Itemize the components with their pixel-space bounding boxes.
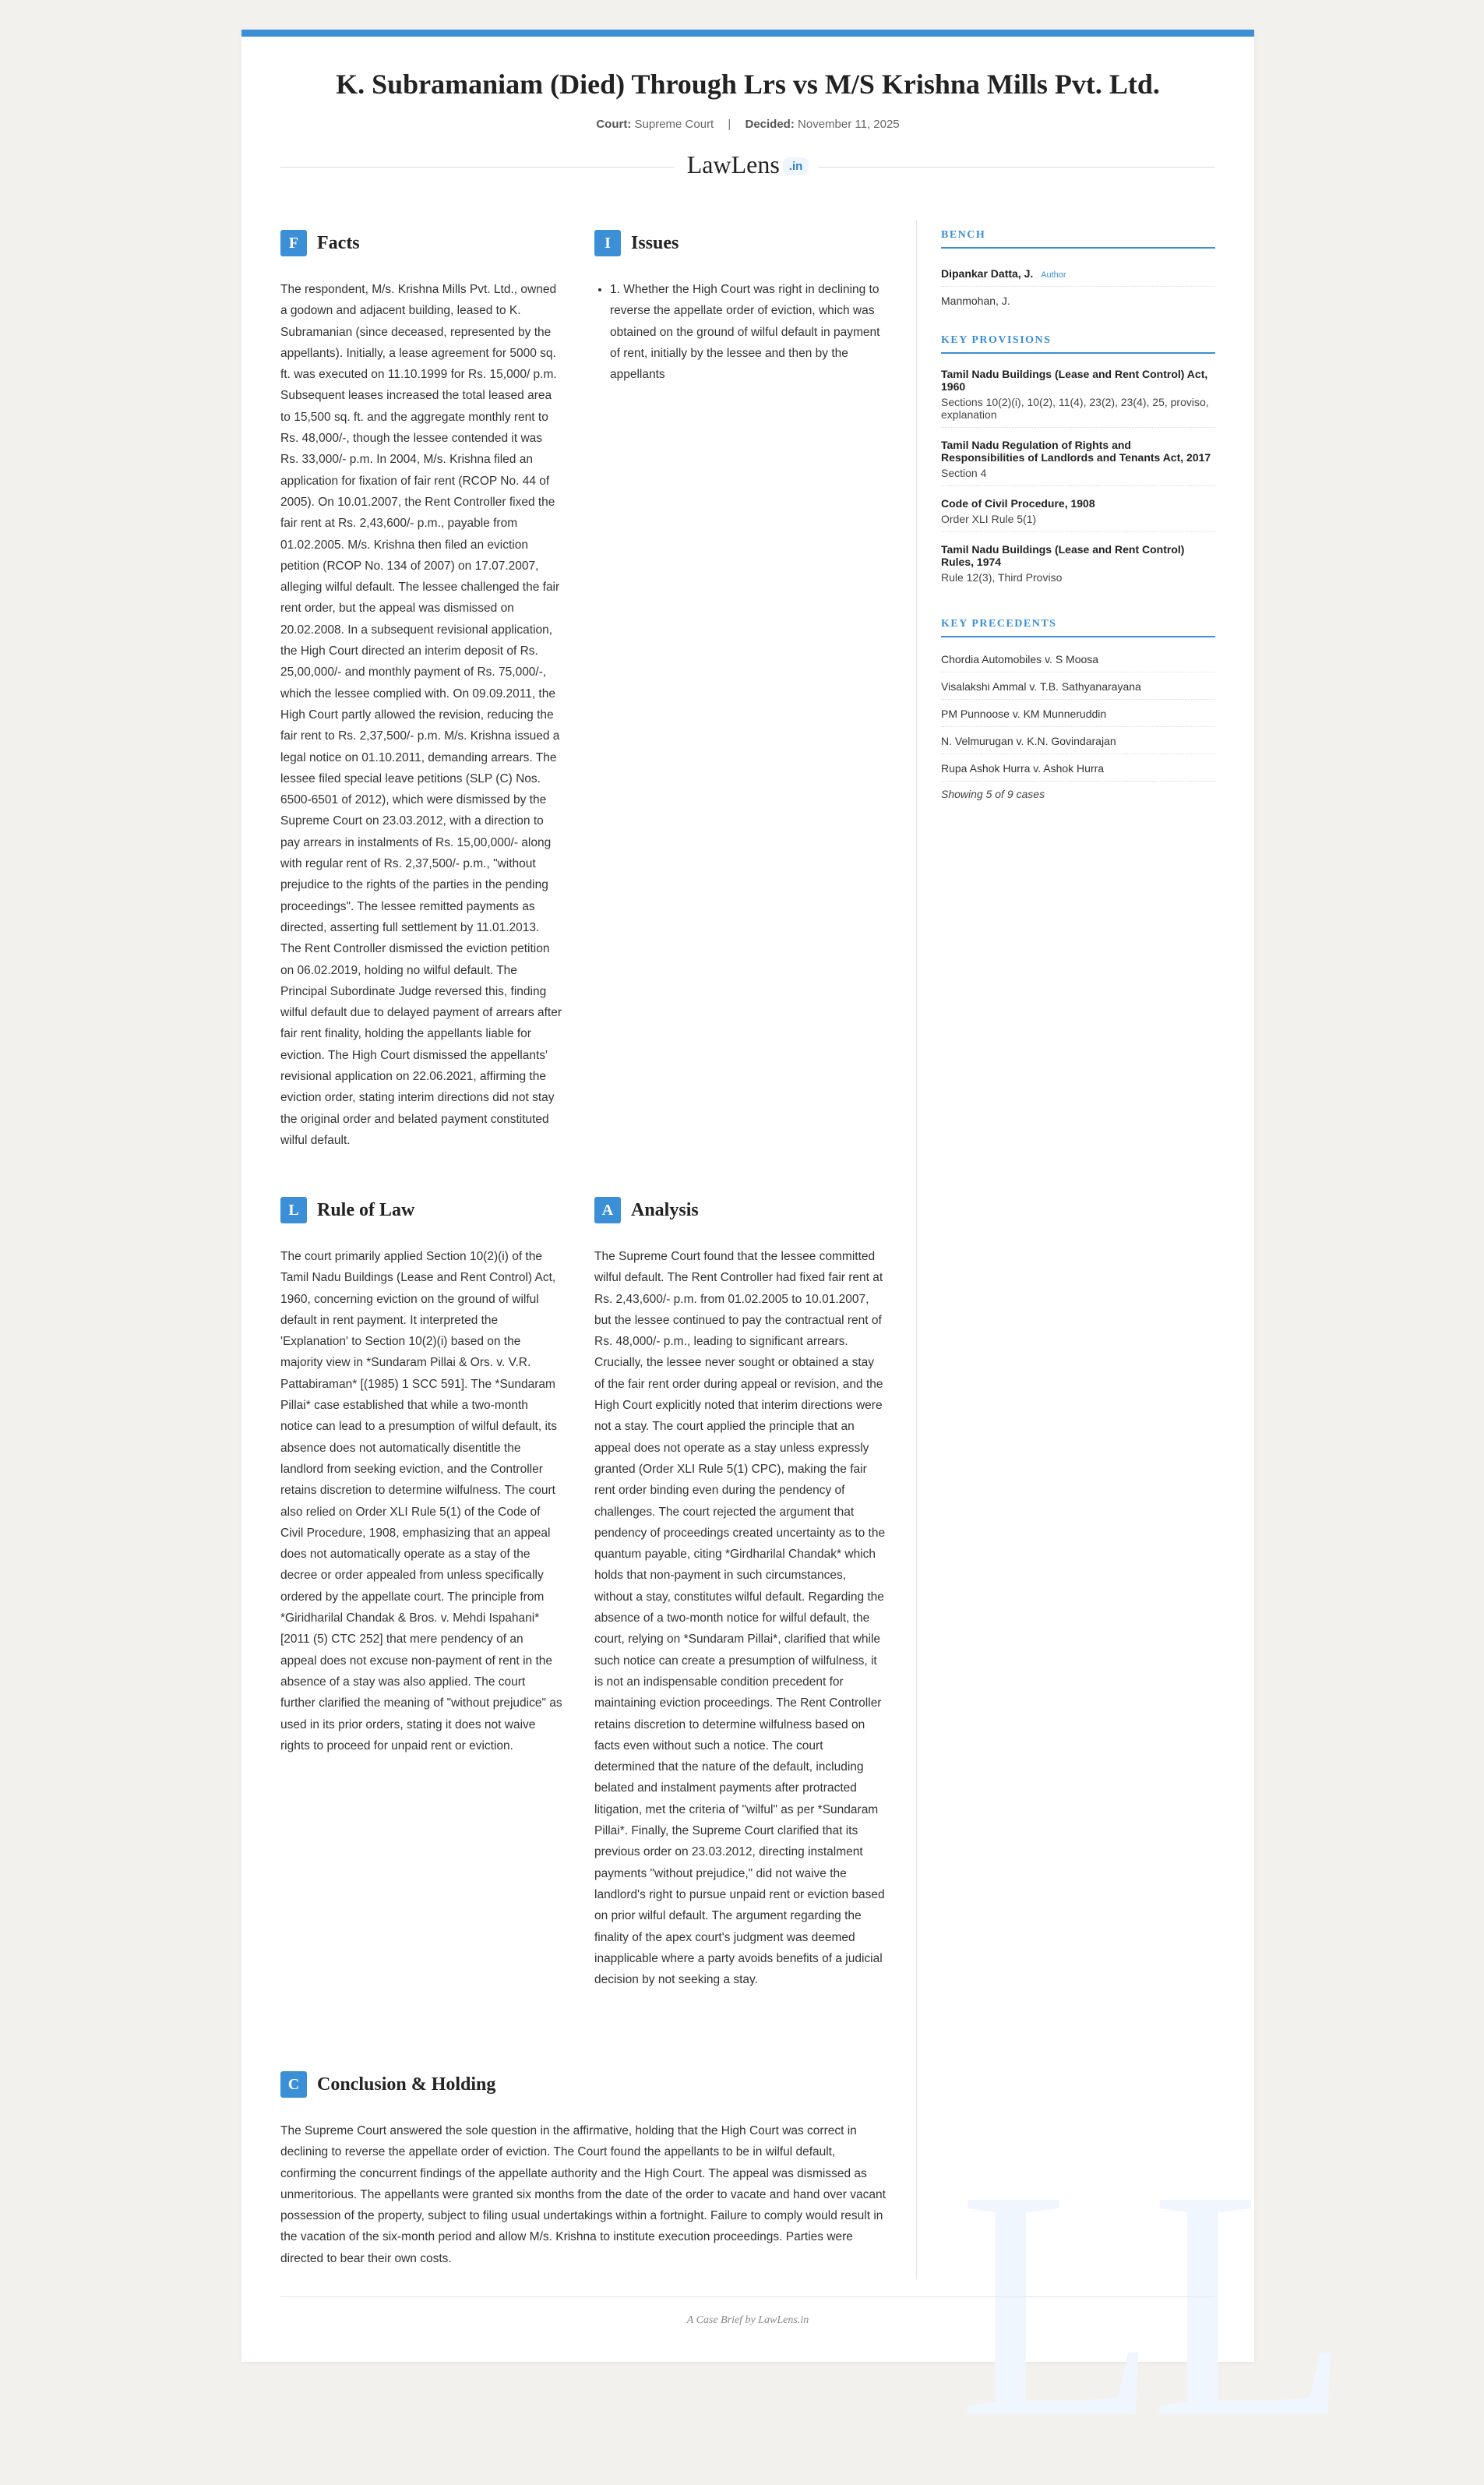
issue-item: • 1. Whether the High Court was right in declining to reverse the appellate order of eviction, which was obtained on the ground of wilful default in payment of rent, initially by the lessee and then by the appellants: [610, 279, 887, 385]
precedent-item[interactable]: PM Punnoose v. KM Munneruddin: [941, 700, 1215, 727]
brand-logo[interactable]: [280, 150, 1215, 179]
decided-label: Decided:: [745, 118, 795, 131]
judge-name: Dipankar Datta, J.: [941, 267, 1034, 280]
bench-list: [941, 259, 1215, 313]
issues-letter-icon: I: [594, 230, 621, 256]
provision-sections: Section 4: [941, 467, 987, 479]
conclusion-body: The Supreme Court answered the sole question in the affirmative, holding that the High Court was correct in declining to reverse the appellate order of eviction. The Court found the appellants to be in wilful default, confirming the concurrent findings of the appellate authority and the High Court. The appeal was dismissed as unmeritorious. The appellants were granted six months from the date of the order to vacate and hand over vacant possession of the property, subject to filing usual undertakings within a fortnight. Failure to comply would result in the vacation of the six-month period and allow M/s. Krishna to institute execution proceedings. Parties were directed to bear their own costs.: [280, 2124, 886, 2265]
facts-letter-icon: F: [280, 230, 307, 256]
analysis-letter-icon: A: [594, 1197, 621, 1223]
author-badge: Author: [1041, 270, 1066, 280]
bench-panel: [941, 229, 1215, 313]
court-label: Court:: [596, 118, 632, 131]
case-title: K. Subramaniam (Died) Through Lrs vs M/S Krishna Mills Pvt. Ltd.: [336, 69, 1160, 100]
brand-watermark: LL: [958, 2123, 1343, 2485]
precedents-panel: [941, 618, 1215, 800]
rule-letter-icon: L: [280, 1197, 307, 1223]
precedent-item[interactable]: Visalakshi Ammal v. T.B. Sathyanarayana: [941, 672, 1215, 700]
judge-name: Manmohan, J.: [941, 295, 1010, 307]
provision-item: [941, 357, 1215, 428]
provision-item: [941, 532, 1215, 590]
page-footer: A Case Brief by LawLens.in: [280, 2296, 1215, 2327]
bench-heading: BENCH: [941, 229, 1215, 249]
rule-section: [280, 1196, 562, 1756]
facts-section: [280, 229, 562, 1151]
brand-tld-badge: .in: [783, 157, 809, 175]
analysis-body: The Supreme Court found that the lessee committed wilful default. The Rent Controller had fixed fair rent at Rs. 2,43,600/- p.m. from 01.02.2005 to 10.01.2007, but the lessee continued to pay the contractual rent of Rs. 48,000/- p.m., leading to significant arrears. Crucially, the lessee never sought or obtained a stay of the fair rent order during appeal or revision, and the High Court explicitly noted that interim directions were not a stay. The court applied the principle that an appeal does not operate as a stay unless expressly granted (Order XLI Rule 5(1) CPC), making the fair rent order binding even during the pendency of challenges. The court rejected the argument that pendency of proceedings created uncertainty as to the quantum payable, citing *Girdharilal Chandak* which holds that non-payment in such circumstances, without a stay, constitutes wilful default. Regarding the absence of a two-month notice for wilful default, the court, relying on *Sundaram Pillai*, clarified that while such notice can create a presumption of wilfulness, it is not an indispensable condition precedent for maintaining eviction proceedings. The Rent Controller retains discretion to determine wilfulness based on facts even without such a notice. The court determined that the nature of the default, including belated and instalment payments after protracted litigation, met the criteria of "wilful" as per *Sundaram Pillai*. Finally, the Supreme Court clarified that its previous order on 23.03.2012, directing instalment payments "without prejudice," did not waive the landlord's right to pursue unpaid rent or eviction based on prior wilful default. The argument regarding the finality of the apex court's judgment was deemed inapplicable where a party avoids benefits of a judicial decision by not seeking a stay.: [594, 1250, 886, 1987]
issues-section: [594, 229, 887, 385]
analysis-header: [594, 1196, 887, 1224]
facts-body: The respondent, M/s. Krishna Mills Pvt. Ltd., owned a godown and adjacent building, leased to K. Subramanian (since deceased, represented by the appellants). Initially, a lease agreement for 5000 sq. ft. was executed on 11.10.1999 for Rs. 15,000/ p.m. Subsequent leases increased the total leased area to 15,500 sq. ft. and the aggregate monthly rent to Rs. 48,000/-, though the lessee contended it was Rs. 33,000/- p.m. In 2004, M/s. Krishna filed an application for fixation of fair rent (RCOP No. 44 of 2005). On 10.01.2007, the Rent Controller fixed the fair rent at Rs. 2,43,600/- p.m., payable from 01.02.2005. M/s. Krishna then filed an eviction petition (RCOP No. 134 of 2007) on 17.07.2007, alleging wilful default. The lessee challenged the fair rent order, but the appeal was dismissed on 20.02.2008. In a subsequent revisional application, the High Court directed an interim deposit of Rs. 25,00,000/- and monthly payment of Rs. 75,000/-, which the lessee complied with. On 09.09.2011, the High Court partly allowed the revision, reducing the fair rent to Rs. 2,37,500/- p.m. M/s. Krishna issued a legal notice on 01.10.2011, demanding arrears. The lessee filed special leave petitions (SLP (C) Nos. 6500-6501 of 2012), which were dismissed by the Supreme Court on 23.03.2012, with a direction to pay arrears in instalments of Rs. 15,00,000/- along with regular rent of Rs. 2,37,500/- p.m., "without prejudice to the rights of the parties in the pending proceedings". The lessee remitted payments as directed, asserting full settlement by 11.01.2013. The Rent Controller dismissed the eviction petition on 06.02.2019, holding no wilful default. The Principal Subordinate Judge reversed this, finding wilful default due to delayed payment of arrears after fair rent finality, holding the appellants liable for eviction. The High Court dismissed the appellants' revisional application on 22.06.2021, affirming the eviction order, stating interim directions did not stay the original order and belated payment constituted wilful default.: [280, 283, 562, 1147]
bench-judge: [941, 259, 1215, 287]
issues-list: [594, 279, 887, 385]
precedent-item[interactable]: Chordia Automobiles v. S Moosa: [941, 645, 1215, 672]
provision-sections: Order XLI Rule 5(1): [941, 513, 1037, 525]
precedents-count: Showing 5 of 9 cases: [941, 788, 1045, 800]
precedents-list: [941, 645, 1215, 782]
provision-item: [941, 428, 1215, 486]
provision-act: Tamil Nadu Buildings (Lease and Rent Control) Act, 1960: [941, 368, 1208, 393]
case-brief-page: [241, 30, 1343, 2485]
issues-body: [594, 279, 887, 385]
facts-header: [280, 229, 562, 257]
decided-value: November 11, 2025: [798, 118, 900, 131]
court-value: Supreme Court: [634, 118, 714, 131]
rule-body: The court primarily applied Section 10(2)(i) of the Tamil Nadu Buildings (Lease and Rent Control) Act, 1960, concerning eviction on the ground of wilful default in rent payment. It interpreted the 'Explanation' to Section 10(2)(i) based on the majority view in *Sundaram Pillai & Ors. v. V.R. Pattabiraman* [(1985) 1 SCC 591]. The *Sundaram Pillai* case established that while a two-month notice can lead to a presumption of wilful default, its absence does not automatically disentitle the landlord from seeking eviction, and the Controller retains discretion to determine wilfulness. The court also relied on Order XLI Rule 5(1) of the Code of Civil Procedure, 1908, emphasizing that an appeal does not automatically operate as a stay of the decree or order appealed from unless specifically ordered by the appellate court. The principle from *Giridharilal Chandak & Bros. v. Mehdi Ispahani* [2011 (5) CTC 252] that mere pendency of an appeal does not excuse non-payment of rent in the absence of a stay was also applied. The court further clarified the meaning of "without prejudice" as used in its prior orders, stating it does not waive rights to proceed for unpaid rent or eviction.: [280, 1250, 562, 1753]
analysis-title: Analysis: [631, 1199, 699, 1220]
bench-judge: [941, 287, 1215, 313]
issues-header: [594, 229, 887, 257]
provision-sections: Sections 10(2)(i), 10(2), 11(4), 23(2), 23(4), 25, proviso, explanation: [941, 396, 1209, 421]
precedent-item[interactable]: N. Velmurugan v. K.N. Govindarajan: [941, 727, 1215, 754]
column-divider: [916, 220, 917, 2279]
rule-header: [280, 1196, 562, 1224]
brand-name: LawLens: [675, 150, 780, 178]
conclusion-title: Conclusion & Holding: [317, 2074, 496, 2095]
analysis-section: [594, 1196, 887, 1990]
facts-title: Facts: [317, 232, 360, 253]
provision-act: Tamil Nadu Buildings (Lease and Rent Control) Rules, 1974: [941, 543, 1185, 568]
meta-separator: |: [728, 118, 731, 131]
precedent-item[interactable]: Rupa Ashok Hurra v. Ashok Hurra: [941, 754, 1215, 782]
provision-sections: Rule 12(3), Third Proviso: [941, 571, 1063, 584]
conclusion-header: [280, 2070, 888, 2098]
conclusion-section: [280, 2070, 888, 2269]
provisions-heading: KEY PROVISIONS: [941, 334, 1215, 354]
rule-title: Rule of Law: [317, 1199, 415, 1220]
provision-item: [941, 486, 1215, 532]
provisions-panel: [941, 334, 1215, 590]
provision-act: Tamil Nadu Regulation of Rights and Responsibilities of Landlords and Tenants Act, 2017: [941, 439, 1211, 464]
precedents-heading: KEY PRECEDENTS: [941, 618, 1215, 637]
provisions-list: [941, 357, 1215, 590]
brand-row: [280, 147, 1215, 186]
case-meta: [241, 118, 1254, 131]
conclusion-letter-icon: C: [280, 2071, 307, 2098]
issues-title: Issues: [631, 232, 679, 253]
provision-act: Code of Civil Procedure, 1908: [941, 497, 1095, 510]
